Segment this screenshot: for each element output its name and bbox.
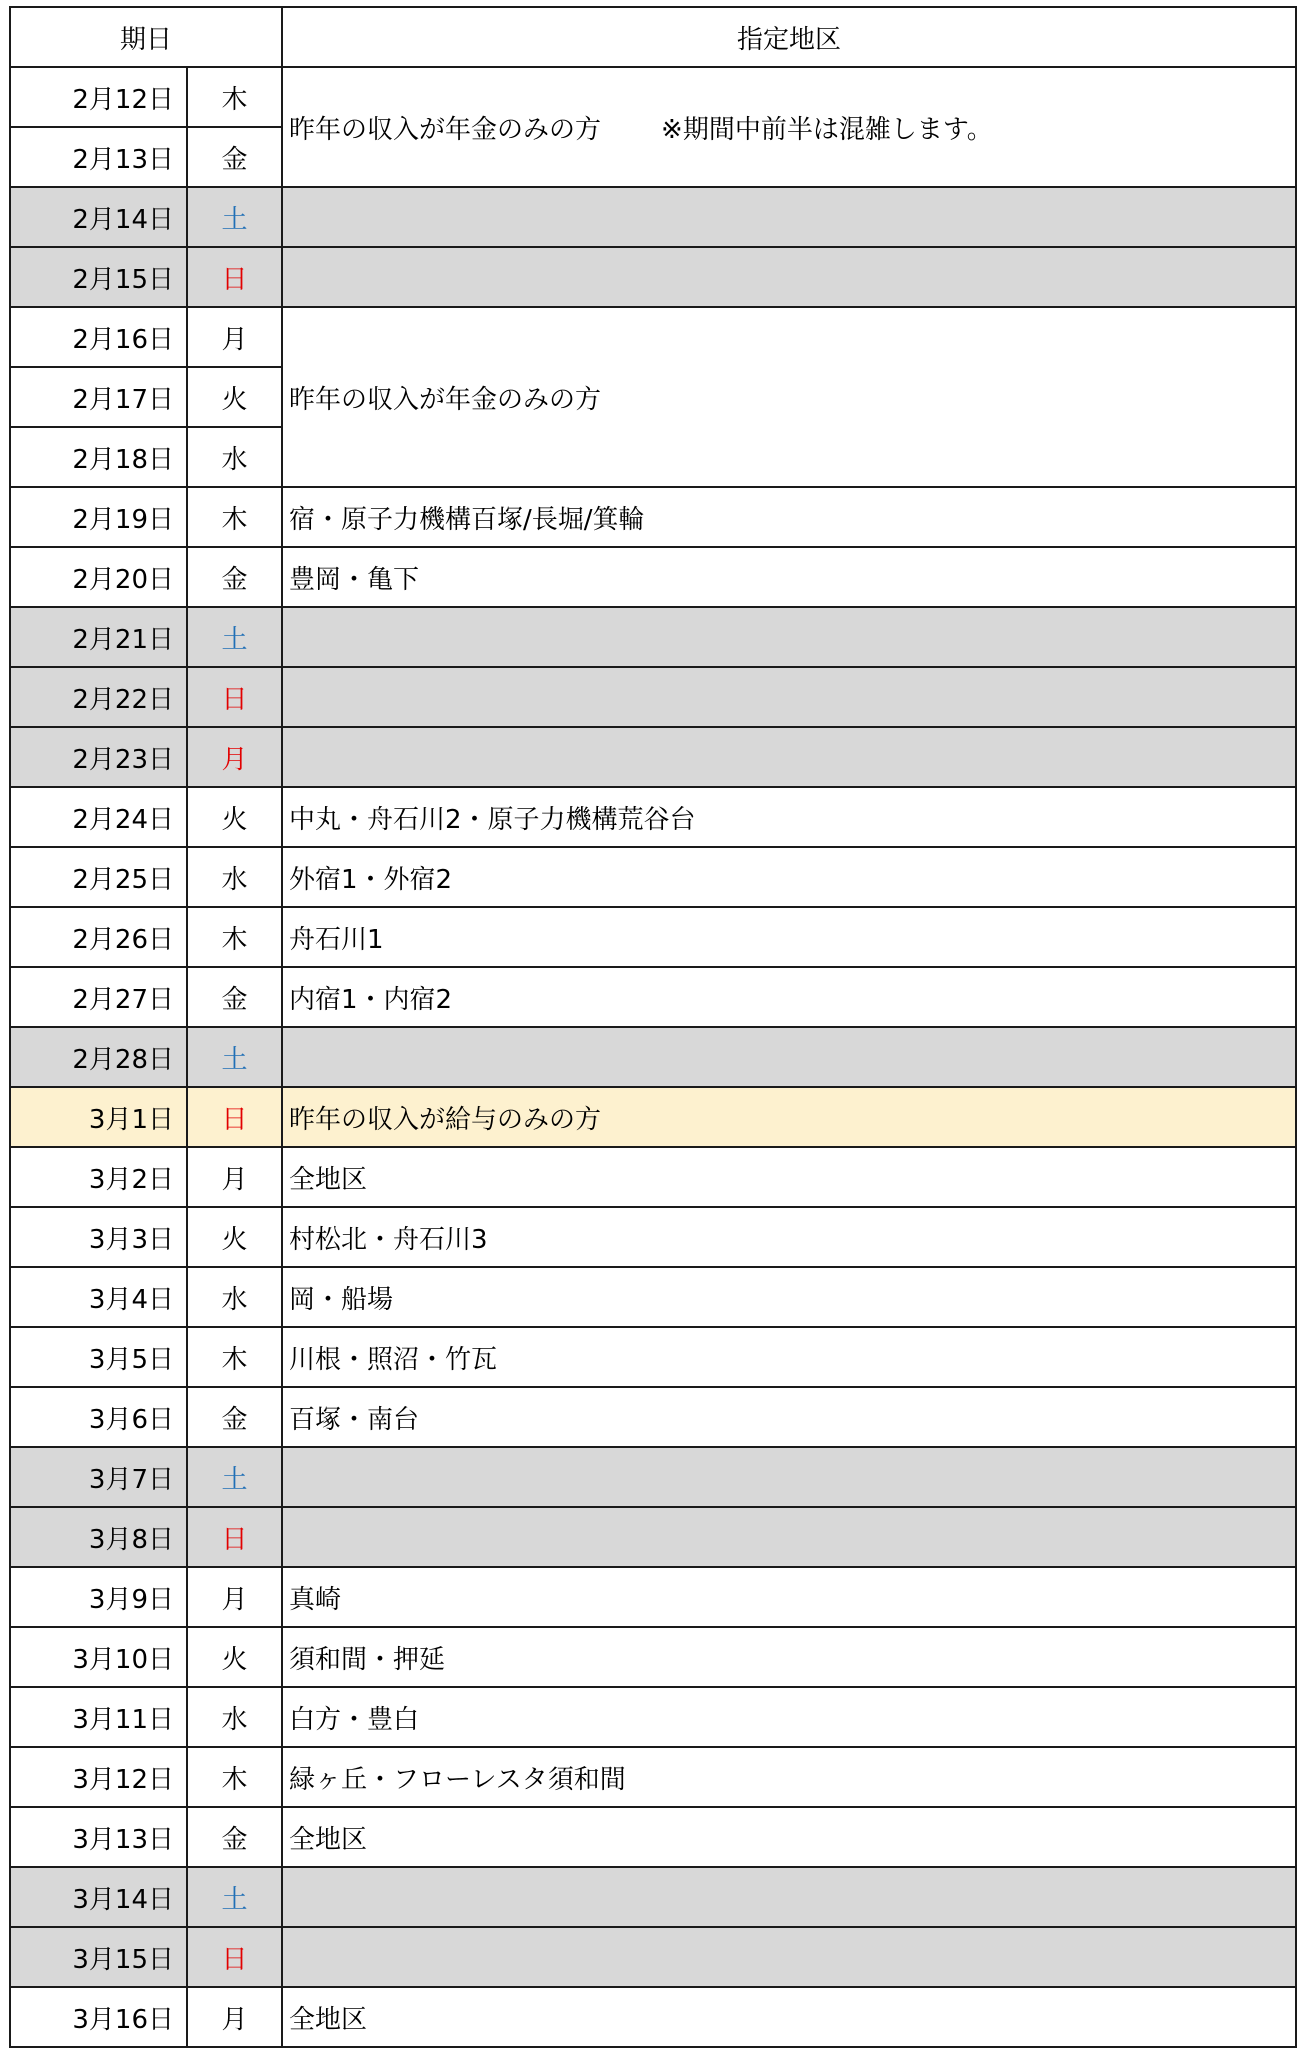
area-cell (282, 1207, 1296, 1267)
area-cell (282, 1747, 1296, 1807)
area-cell (282, 1387, 1296, 1447)
date-cell: 3月12日 (10, 1747, 187, 1807)
table-row (10, 1627, 1296, 1687)
weekday-cell: 日 (187, 667, 282, 727)
area-text: 緑ヶ丘・フローレスタ須和間 (289, 1764, 626, 1795)
area-cell (282, 1507, 1296, 1567)
area-cell (282, 1627, 1296, 1687)
date-cell: 2月21日 (10, 607, 187, 667)
area-text: 川根・照沼・竹瓦 (289, 1344, 498, 1375)
date-cell: 2月14日 (10, 187, 187, 247)
area-text: 内宿1・内宿2 (289, 984, 453, 1015)
table-row (10, 607, 1296, 667)
area-column-header: 指定地区 (282, 7, 1296, 67)
date-cell: 3月1日 (10, 1087, 187, 1147)
table-row (10, 1387, 1296, 1447)
weekday-cell: 火 (187, 787, 282, 847)
area-cell (282, 1567, 1296, 1627)
table-row (10, 487, 1296, 547)
weekday-cell: 月 (187, 1987, 282, 2047)
date-cell: 3月3日 (10, 1207, 187, 1267)
date-cell: 2月15日 (10, 247, 187, 307)
date-cell: 2月18日 (10, 427, 187, 487)
area-cell (282, 1447, 1296, 1507)
table-row (10, 1747, 1296, 1807)
date-cell: 2月22日 (10, 667, 187, 727)
table-row (10, 967, 1296, 1027)
weekday-cell: 金 (187, 1387, 282, 1447)
area-cell (282, 1807, 1296, 1867)
date-cell: 2月13日 (10, 127, 187, 187)
weekday-cell: 土 (187, 1027, 282, 1087)
area-cell (282, 1087, 1296, 1147)
area-cell (282, 607, 1296, 667)
area-cell (282, 1987, 1296, 2047)
date-cell: 2月16日 (10, 307, 187, 367)
area-text: 岡・船場 (289, 1284, 394, 1315)
date-cell: 2月25日 (10, 847, 187, 907)
date-cell: 3月15日 (10, 1927, 187, 1987)
table-row (10, 847, 1296, 907)
area-cell (282, 1147, 1296, 1207)
area-text: 中丸・舟石川2・原子力機構荒谷台 (289, 804, 696, 835)
table-row (10, 1927, 1296, 1987)
table-row (10, 1507, 1296, 1567)
table-header-row (10, 7, 1296, 67)
area-text: 昨年の収入が年金のみの方 (289, 384, 602, 415)
date-cell: 3月13日 (10, 1807, 187, 1867)
schedule-body (10, 67, 1296, 2047)
weekday-cell: 月 (187, 1147, 282, 1207)
area-text: 全地区 (289, 1824, 368, 1855)
date-cell: 3月7日 (10, 1447, 187, 1507)
table-row (10, 1147, 1296, 1207)
area-text: 真崎 (289, 1584, 342, 1615)
table-row (10, 247, 1296, 307)
table-row (10, 307, 1296, 367)
weekday-cell: 木 (187, 907, 282, 967)
date-cell: 2月24日 (10, 787, 187, 847)
weekday-cell: 水 (187, 1687, 282, 1747)
table-row (10, 187, 1296, 247)
date-cell: 3月11日 (10, 1687, 187, 1747)
table-row (10, 1987, 1296, 2047)
date-column-header: 期日 (10, 7, 282, 67)
table-row (10, 1567, 1296, 1627)
weekday-cell: 日 (187, 1507, 282, 1567)
date-cell: 2月26日 (10, 907, 187, 967)
table-row (10, 727, 1296, 787)
weekday-cell: 土 (187, 1867, 282, 1927)
area-cell (282, 787, 1296, 847)
date-cell: 3月10日 (10, 1627, 187, 1687)
area-cell (282, 967, 1296, 1027)
congestion-note: ※期間中前半は混雑します。 (661, 114, 993, 145)
area-text: 百塚・南台 (289, 1404, 420, 1435)
weekday-cell: 月 (187, 727, 282, 787)
weekday-cell: 土 (187, 187, 282, 247)
table-row (10, 1807, 1296, 1867)
weekday-cell: 土 (187, 1447, 282, 1507)
table-row (10, 67, 1296, 127)
table-row (10, 1867, 1296, 1927)
date-cell: 3月5日 (10, 1327, 187, 1387)
area-text: 外宿1・外宿2 (289, 864, 453, 895)
area-cell (282, 1867, 1296, 1927)
date-cell: 3月16日 (10, 1987, 187, 2047)
area-text: 白方・豊白 (289, 1704, 420, 1735)
weekday-cell: 火 (187, 1207, 282, 1267)
area-cell (282, 1027, 1296, 1087)
date-cell: 2月23日 (10, 727, 187, 787)
area-cell (282, 907, 1296, 967)
table-row (10, 787, 1296, 847)
date-cell: 3月2日 (10, 1147, 187, 1207)
area-cell (282, 187, 1296, 247)
area-cell (282, 547, 1296, 607)
area-cell (282, 487, 1296, 547)
area-text: 須和間・押延 (289, 1644, 446, 1675)
weekday-cell: 木 (187, 1327, 282, 1387)
table-row (10, 1087, 1296, 1147)
table-row (10, 1327, 1296, 1387)
schedule-table (9, 6, 1297, 2048)
area-cell (282, 247, 1296, 307)
weekday-cell: 水 (187, 427, 282, 487)
weekday-cell: 月 (187, 307, 282, 367)
weekday-cell: 日 (187, 1087, 282, 1147)
weekday-cell: 火 (187, 1627, 282, 1687)
table-row (10, 1267, 1296, 1327)
area-cell (282, 1687, 1296, 1747)
weekday-cell: 月 (187, 1567, 282, 1627)
weekday-cell: 木 (187, 487, 282, 547)
table-row (10, 547, 1296, 607)
weekday-cell: 水 (187, 1267, 282, 1327)
weekday-cell: 木 (187, 1747, 282, 1807)
weekday-cell: 木 (187, 67, 282, 127)
weekday-cell: 土 (187, 607, 282, 667)
table-row (10, 1687, 1296, 1747)
date-cell: 2月19日 (10, 487, 187, 547)
weekday-cell: 火 (187, 367, 282, 427)
weekday-cell: 金 (187, 967, 282, 1027)
table-row (10, 667, 1296, 727)
area-cell (282, 67, 1296, 187)
date-cell: 2月27日 (10, 967, 187, 1027)
area-cell (282, 727, 1296, 787)
area-cell (282, 847, 1296, 907)
area-cell (282, 1327, 1296, 1387)
area-cell (282, 667, 1296, 727)
area-cell (282, 1927, 1296, 1987)
date-cell: 2月20日 (10, 547, 187, 607)
date-cell: 3月6日 (10, 1387, 187, 1447)
table-row (10, 1447, 1296, 1507)
table-row (10, 1207, 1296, 1267)
area-cell (282, 1267, 1296, 1327)
weekday-cell: 金 (187, 1807, 282, 1867)
area-text: 全地区 (289, 1164, 368, 1195)
weekday-cell: 金 (187, 547, 282, 607)
weekday-cell: 日 (187, 1927, 282, 1987)
area-text: 全地区 (289, 2004, 368, 2035)
date-cell: 2月17日 (10, 367, 187, 427)
table-row (10, 1027, 1296, 1087)
date-cell: 2月28日 (10, 1027, 187, 1087)
date-cell: 3月8日 (10, 1507, 187, 1567)
area-text: 舟石川1 (289, 924, 384, 955)
area-cell (282, 307, 1296, 487)
area-text: 昨年の収入が年金のみの方 (289, 114, 602, 145)
date-cell: 3月4日 (10, 1267, 187, 1327)
area-text: 昨年の収入が給与のみの方 (289, 1104, 602, 1135)
weekday-cell: 金 (187, 127, 282, 187)
table-row (10, 907, 1296, 967)
weekday-cell: 日 (187, 247, 282, 307)
date-cell: 3月14日 (10, 1867, 187, 1927)
area-text: 宿・原子力機構百塚/長堀/箕輪 (289, 504, 645, 535)
weekday-cell: 水 (187, 847, 282, 907)
date-cell: 2月12日 (10, 67, 187, 127)
area-text: 豊岡・亀下 (289, 564, 420, 595)
area-text: 村松北・舟石川3 (289, 1224, 488, 1255)
date-cell: 3月9日 (10, 1567, 187, 1627)
